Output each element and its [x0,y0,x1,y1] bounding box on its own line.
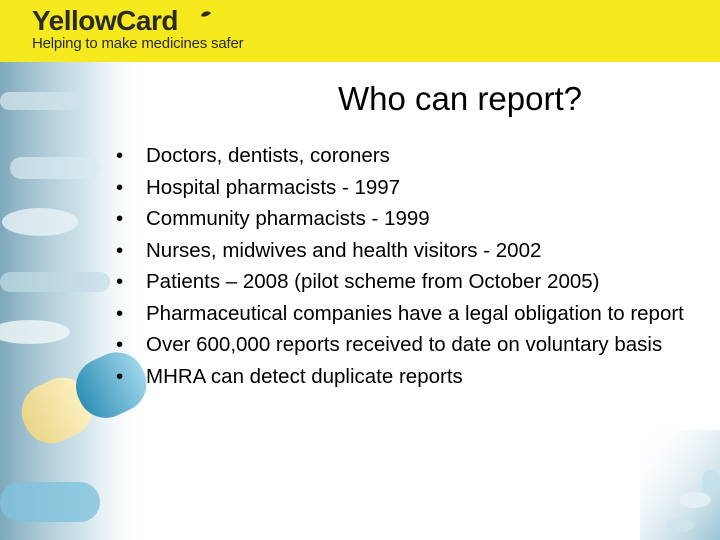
list-item: • Hospital pharmacists - 1997 [116,172,716,204]
bullet-list [116,140,716,392]
list-item: • MHRA can detect duplicate reports [116,361,716,393]
logo-text: YellowCard [32,5,178,36]
bullet-marker: • [116,364,124,388]
bullet-marker: • [116,175,124,199]
bullet-marker: • [116,144,124,167]
list-item: • Community pharmacists - 1999 [116,203,716,235]
pill-artwork-right [640,430,720,540]
logo-mark-icon [200,10,212,20]
list-item: • Doctors, dentists, coroners [116,140,716,172]
list-item: • Pharmaceutical companies have a legal obligation to report [116,298,716,330]
list-item: • Patients – 2008 (pilot scheme from October 2005) [116,266,716,298]
bullet-marker: • [116,238,124,262]
list-item: • Nurses, midwives and health visitors - 2002 [116,235,716,267]
logo-tagline: Helping to make medicines safer [32,35,244,52]
yellowcard-logo [32,6,178,36]
bullet-marker: • [116,333,124,356]
slide-title: Who can report? [338,80,582,117]
bullet-marker: • [116,270,124,293]
list-item: • Over 600,000 reports received to date on voluntary basis [116,329,716,361]
bullet-marker: • [116,301,124,325]
bullet-marker: • [116,207,124,230]
header-banner [0,0,720,62]
